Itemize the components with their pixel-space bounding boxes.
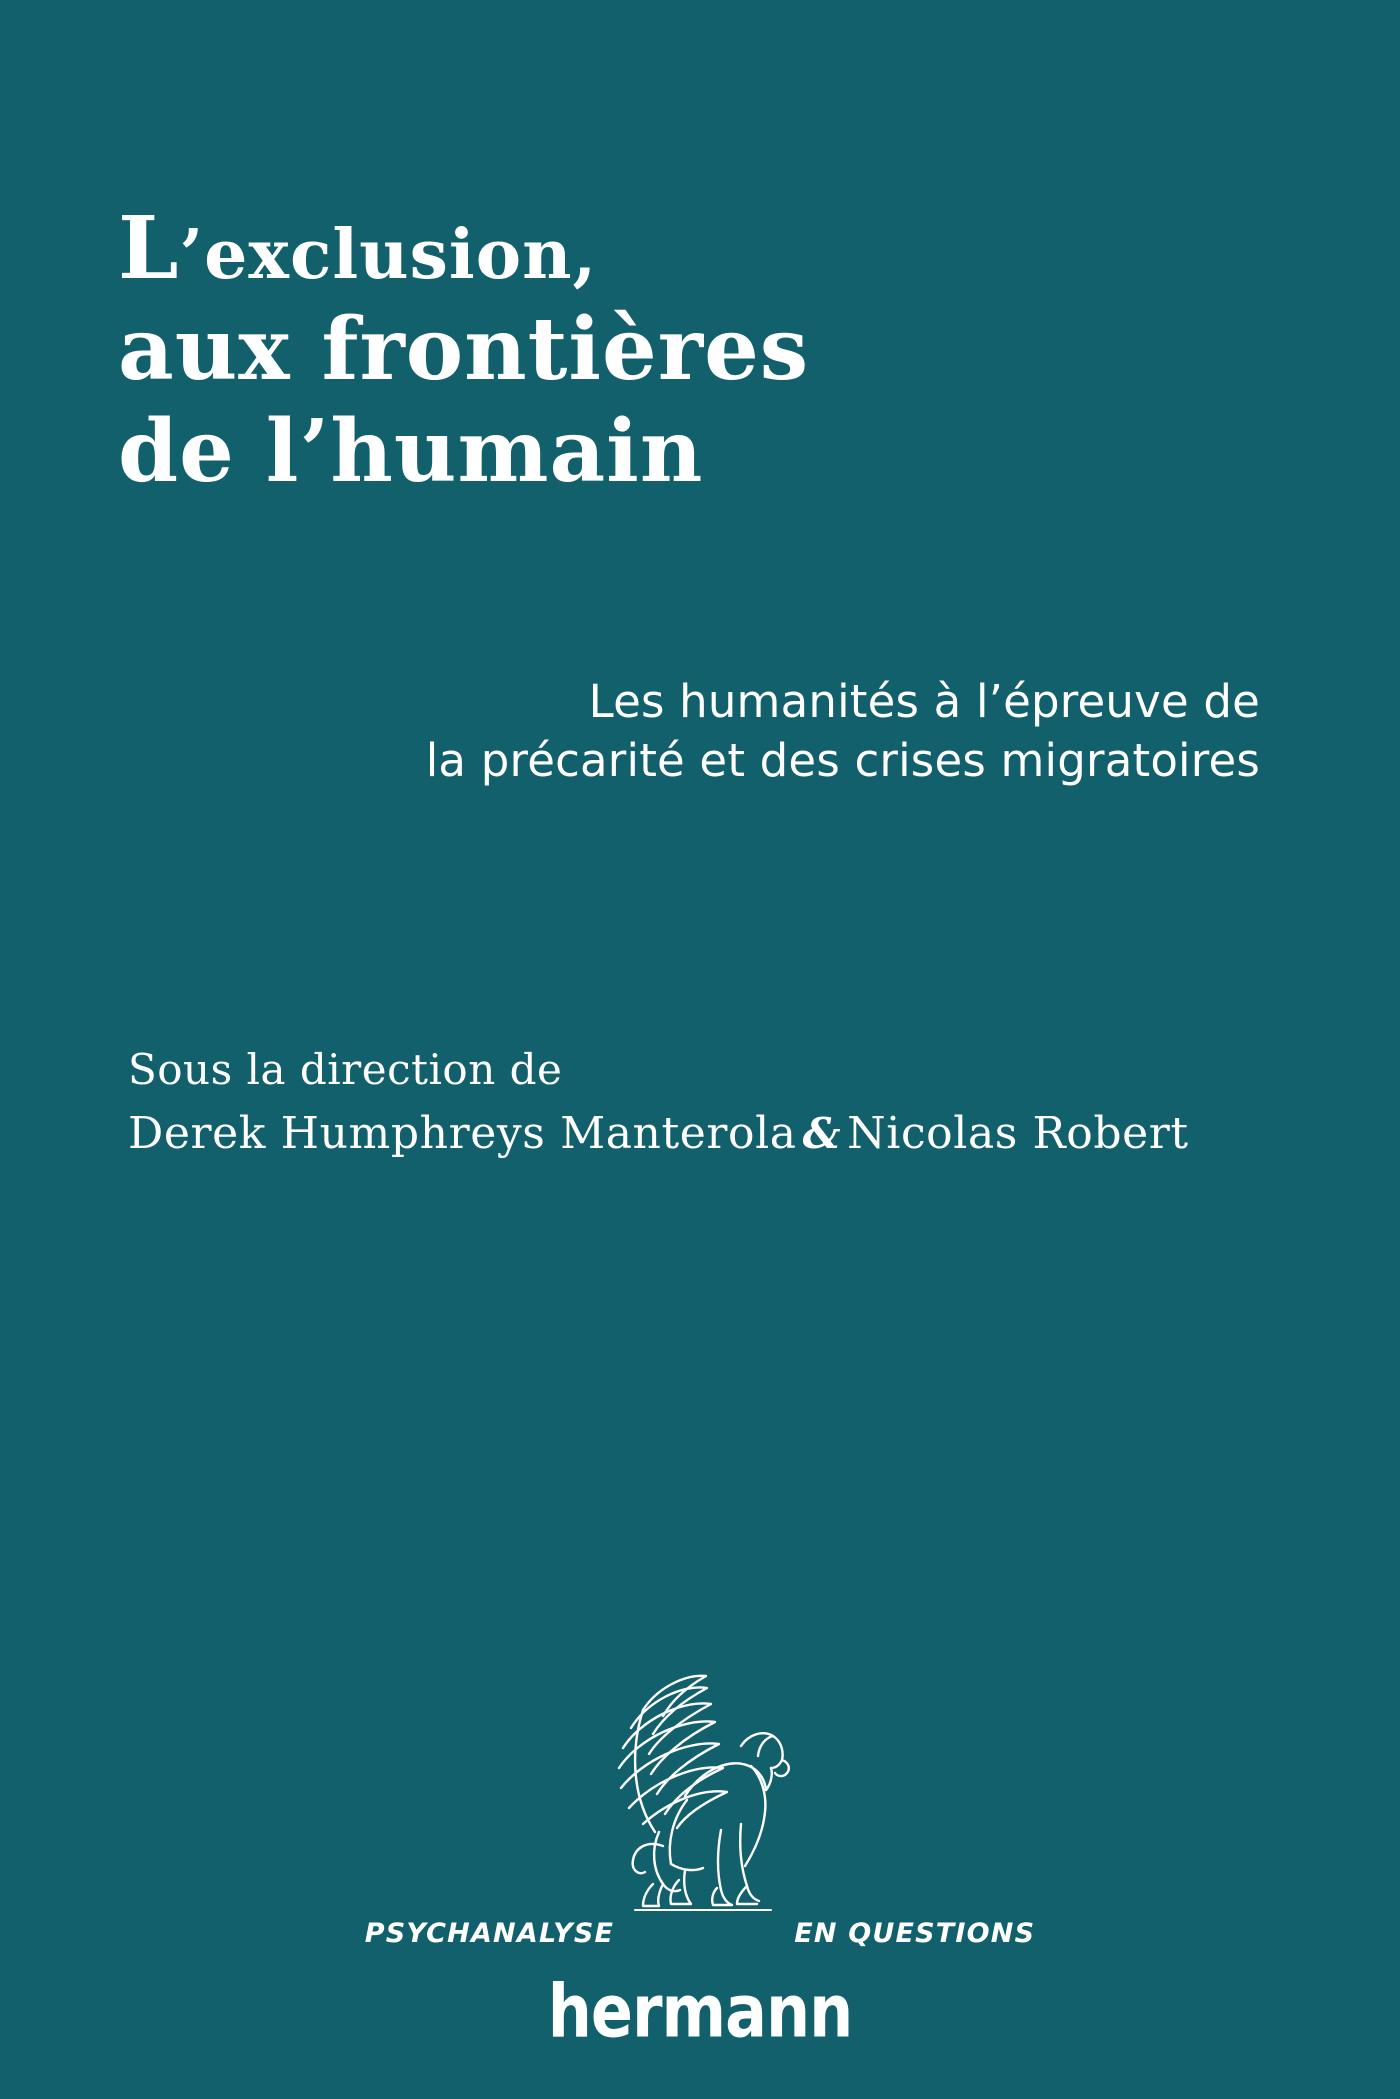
title-line-1-rest: ’exclusion, — [179, 215, 598, 295]
page-title — [118, 198, 1268, 502]
title-line-2: aux frontières — [118, 299, 810, 401]
editors-intro: Sous la direction de — [128, 1045, 563, 1094]
subtitle-line-2: la précarité et des crises migratoires — [425, 734, 1260, 788]
winged-sphinx-icon — [535, 1618, 865, 1918]
publisher — [0, 1967, 1400, 2055]
title-line-1 — [118, 198, 1268, 299]
title-line-3: de l’humain — [118, 400, 704, 502]
editors-separator: & — [802, 1109, 842, 1158]
title-line-1-lead: L — [118, 198, 180, 299]
subtitle — [180, 672, 1260, 791]
subtitle-line-1: Les humanités à l’épreuve de — [588, 675, 1260, 728]
editor-name-1: Derek Humphreys Manterola — [128, 1108, 797, 1159]
editors — [128, 1045, 1288, 1159]
collection-left: PSYCHANALYSE — [364, 1918, 615, 1949]
editor-name-2: Nicolas Robert — [847, 1108, 1189, 1159]
collection-right: EN QUESTIONS — [794, 1918, 1036, 1949]
collection-name — [0, 1918, 1400, 1949]
publisher-name: hermann — [547, 1967, 853, 2055]
editors-names — [128, 1108, 1288, 1159]
